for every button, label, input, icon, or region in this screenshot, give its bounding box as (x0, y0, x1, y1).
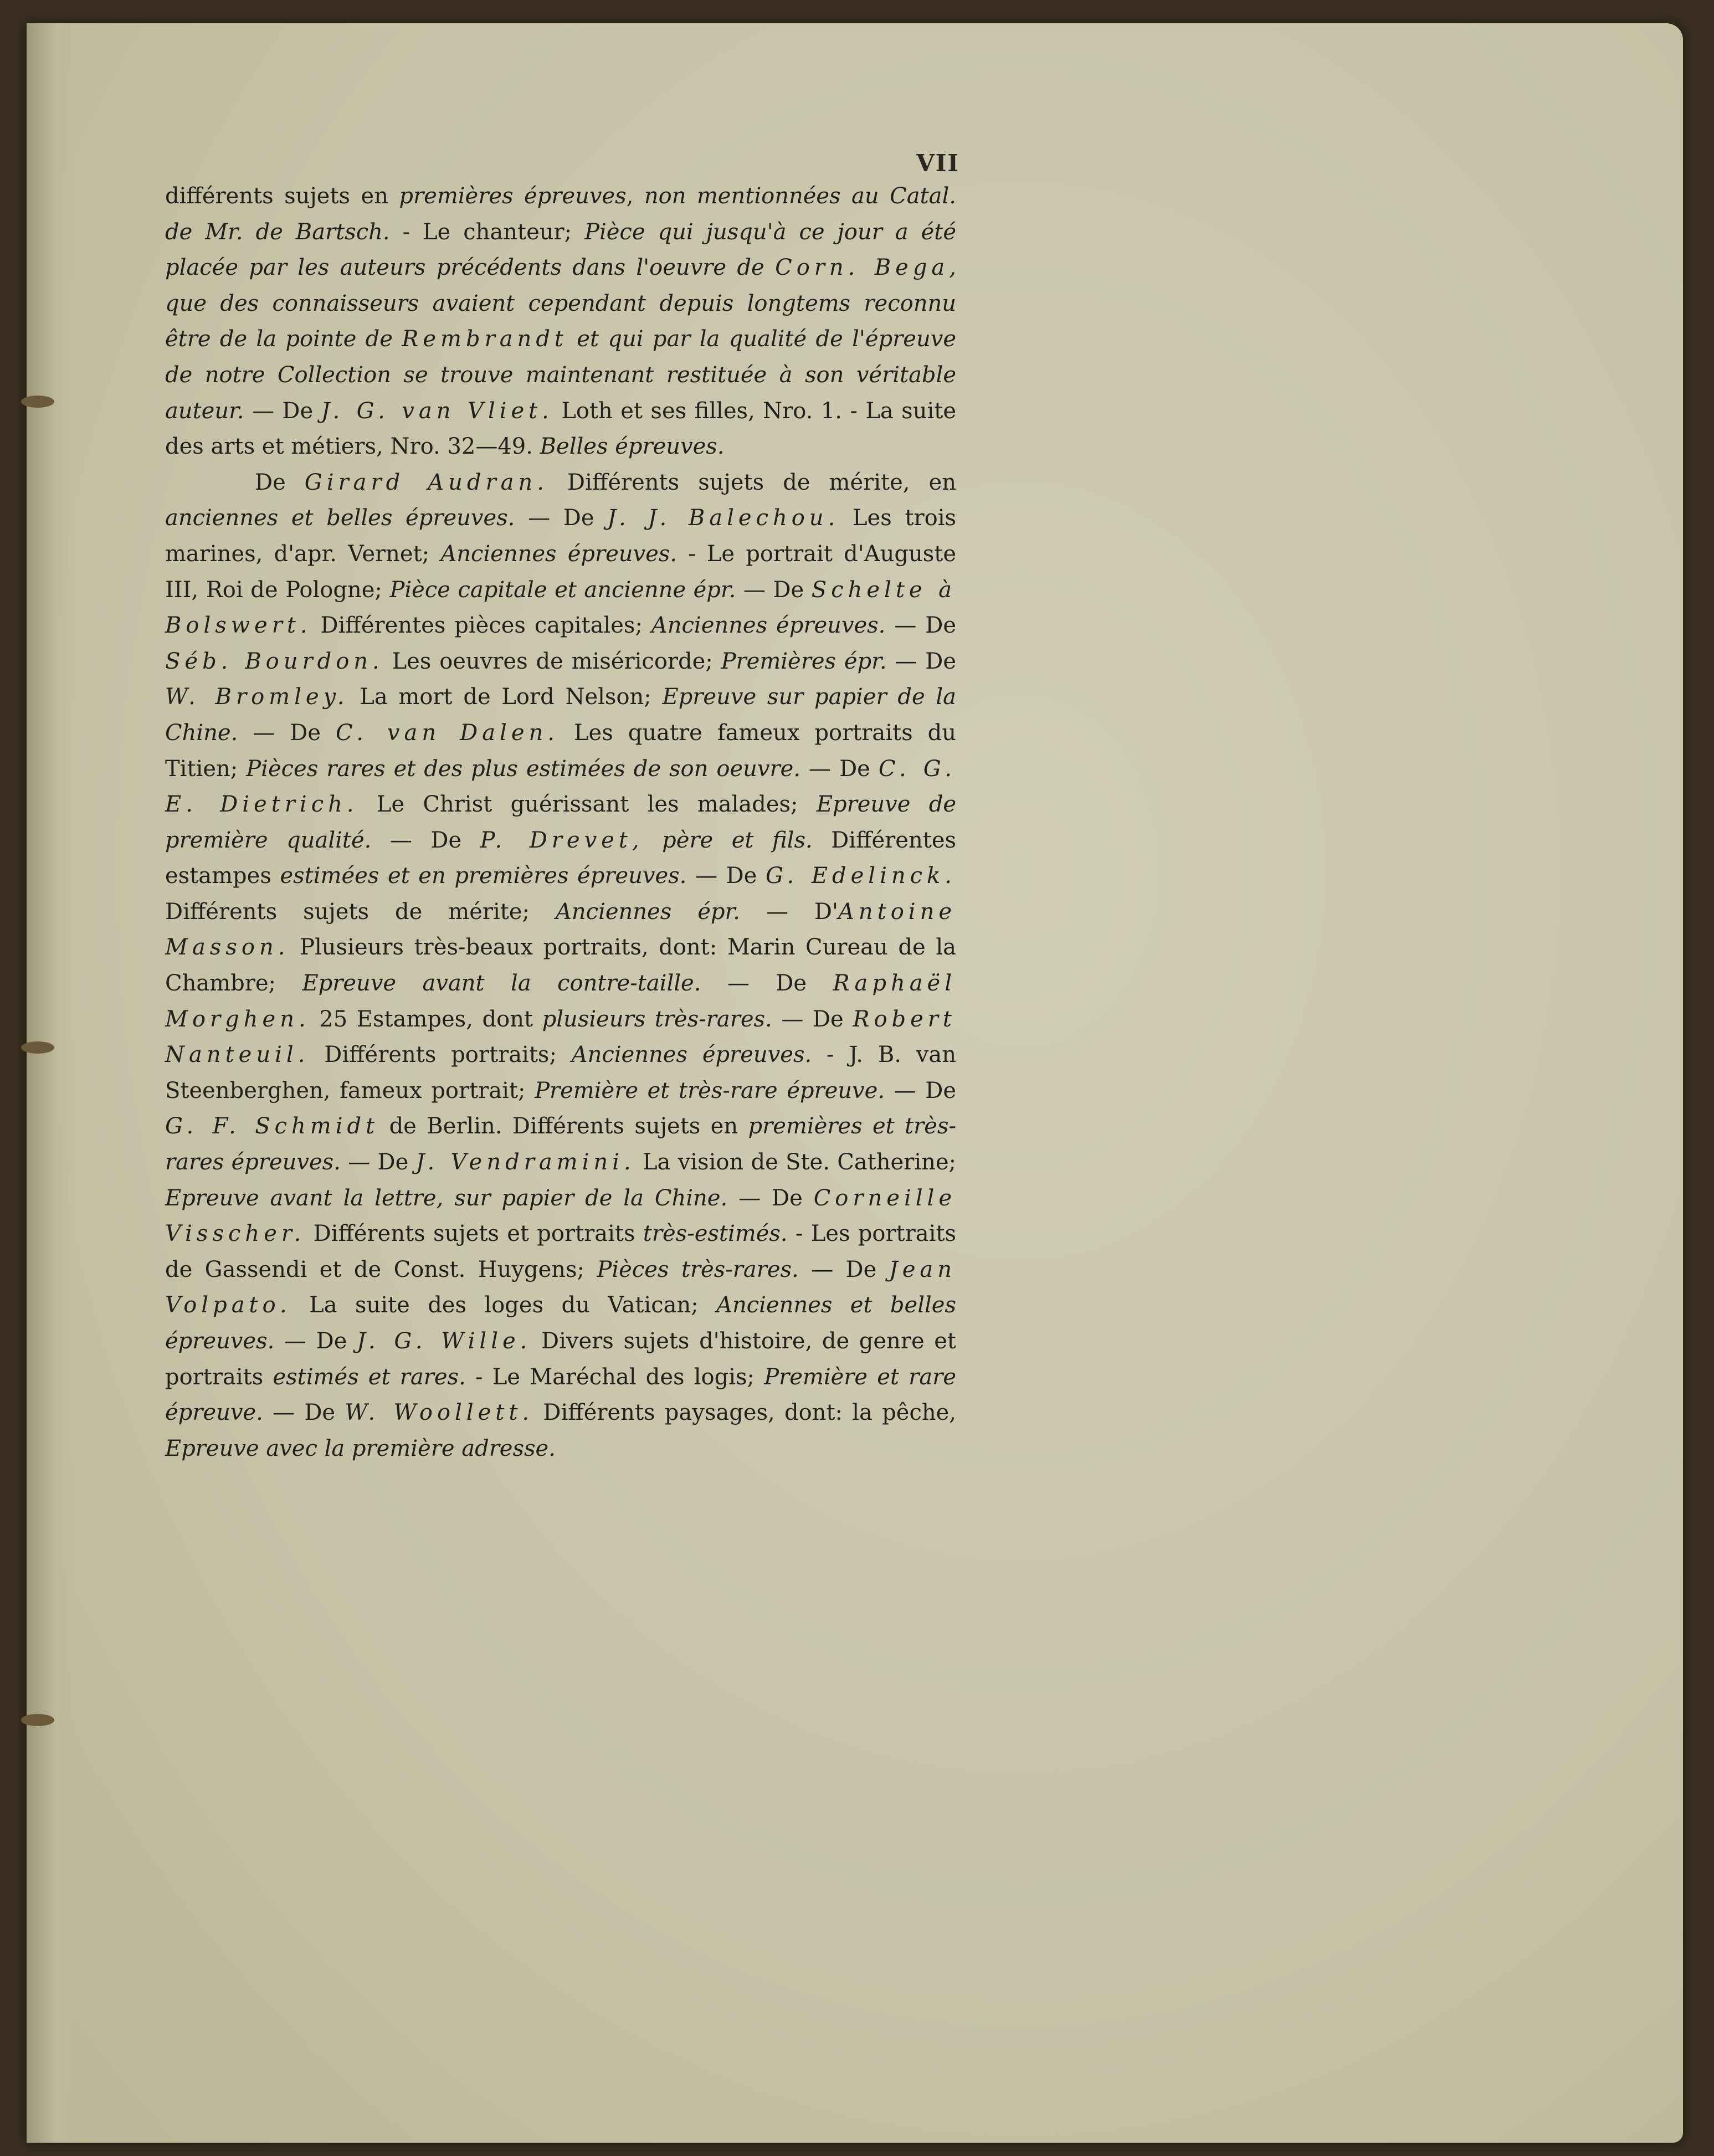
text-run: — De (244, 398, 321, 424)
text-run: 25 Estampes, dont (310, 1006, 542, 1032)
italic-phrase: Anciennes et belles épreuves. (165, 1292, 956, 1354)
text-run: — De (340, 1149, 416, 1175)
text-run: — De (885, 613, 957, 639)
text-run: La suite des loges du Vatican; (291, 1292, 717, 1318)
artist-name: Corneille Visscher. (165, 1185, 956, 1247)
text-run: — De (886, 648, 957, 674)
body-text (165, 178, 956, 1466)
artist-name: W. Bromley. (165, 684, 349, 710)
italic-phrase: Epreuve de première qualité. (165, 792, 957, 853)
italic-phrase: Anciennes épr. (556, 899, 740, 925)
artist-name: G. Edelinck. (765, 863, 956, 889)
text-run: — De (515, 505, 608, 531)
text-run: Les trois marines, d'apr. Vernet; (165, 505, 957, 567)
text-run: — D' (740, 899, 838, 925)
text-run: Différents sujets et portraits (305, 1221, 643, 1247)
italic-phrase: Premières épr. (721, 648, 887, 674)
italic-phrase: Pièces rares et des plus estimées de son oeuvre. (246, 756, 801, 782)
italic-phrase: estimés et rares. (273, 1364, 466, 1390)
binding-stitch (21, 396, 54, 408)
italic-phrase: Première et très-rare épreuve. (535, 1077, 885, 1103)
text-run: — De (274, 1328, 357, 1354)
artist-name: Girard Audran. (304, 469, 548, 495)
artist-name: Antoine Masson. (165, 899, 957, 961)
artist-name: W. Woollett. (345, 1400, 534, 1426)
artist-name: C. van Dalen. (336, 720, 559, 746)
artist-name: J. G. Wille. (357, 1328, 532, 1354)
text-run: Les quatre fameux portraits du Titien; (165, 720, 957, 782)
italic-phrase: Epreuve sur papier de la Chine. (165, 684, 957, 746)
page-gutter (27, 23, 76, 2143)
text-run: — De (800, 756, 879, 782)
text-run: — De (727, 1185, 814, 1211)
text-run: - Le Maréchal des logis; (465, 1364, 764, 1390)
text-run: — De (238, 720, 336, 746)
artist-name: J. J. Balechou. (607, 505, 840, 531)
text-run: Le Christ guérissant les malades; (358, 792, 817, 818)
paragraph (165, 465, 956, 1467)
italic-phrase: anciennes et belles épreuves. (165, 505, 515, 531)
text-run: De (255, 469, 305, 495)
italic-phrase: père et fils. (643, 827, 813, 853)
text-run: différents sujets en (165, 183, 399, 209)
text-run: Divers sujets d'histoire, de genre et portraits (165, 1328, 957, 1390)
italic-phrase: Pièce capitale et ancienne épr. (389, 577, 736, 603)
text-run: Différents paysages, dont: la pêche, (533, 1400, 957, 1426)
text-run: La mort de Lord Nelson; (348, 684, 663, 710)
text-run: — De (885, 1077, 956, 1103)
italic-phrase: Belles épreuves. (540, 434, 725, 460)
text-run: - Le portrait d'Auguste III, Roi de Pologne; (165, 541, 957, 603)
artist-name: J. G. van Vliet. (321, 398, 553, 424)
binding-stitch (21, 1041, 54, 1054)
text-run: Différentes estampes (165, 827, 957, 889)
italic-phrase: premières et très-rares épreuves. (165, 1113, 956, 1175)
text-run: — De (701, 971, 833, 997)
italic-phrase: estimées et en premières épreuves. (280, 863, 687, 889)
page-number: VII (916, 150, 959, 177)
italic-phrase: plusieurs très-rares. (542, 1006, 772, 1032)
artist-name: P. Drevet, (480, 827, 644, 853)
italic-phrase: , que des connaisseurs avaient cependant depuis longtems reconnu être de la pointe de (165, 255, 956, 352)
italic-phrase: Anciennes épreuves. (571, 1042, 812, 1068)
artist-name: G. F. Schmidt (165, 1113, 379, 1139)
text-run: La vision de Ste. Catherine; (635, 1149, 957, 1175)
artist-name: Rembrandt (402, 326, 568, 352)
text-run: — De (736, 577, 812, 603)
text-run: Différents sujets de mérite, en (548, 469, 956, 495)
artist-name: Schelte à Bolswert. (165, 577, 956, 639)
artist-name: Jean Volpato. (165, 1256, 957, 1318)
artist-name: Corn. Bega (775, 255, 950, 281)
artist-name: Robert Nanteuil. (165, 1006, 956, 1068)
italic-phrase: Pièces très-rares. (597, 1256, 799, 1282)
artist-name: Raphaël Morghen. (165, 971, 957, 1032)
text-run: - Le chanteur; (389, 219, 585, 245)
text-run: — De (798, 1256, 889, 1282)
text-run: Loth et ses filles, Nro. 1. - La suite des arts et métiers, Nro. 32—49. (165, 398, 957, 460)
text-run: Différents portraits; (309, 1042, 572, 1068)
text-run: — De (686, 863, 766, 889)
artist-name: Séb. Bourdon. (165, 648, 384, 674)
artist-name: C. G. E. Dietrich. (165, 756, 956, 818)
text-run: Plusieurs très-beaux portraits, dont: Marin Cureau de la Chambre; (165, 935, 956, 997)
text-run: - Les portraits de Gassendi et de Const. Huygens; (165, 1221, 956, 1282)
italic-phrase: non mentionnées au Catal. de Mr. de Bartsch. (165, 183, 956, 245)
text-run: Différentes pièces capitales; (311, 613, 651, 639)
italic-phrase: Première et rare épreuve. (165, 1364, 956, 1426)
italic-phrase: Epreuve avec la première adresse. (165, 1435, 556, 1461)
italic-phrase: premières épreuves (399, 183, 627, 209)
text-run: — De (371, 827, 480, 853)
italic-phrase: très-estimés. (643, 1221, 788, 1247)
text-run: — De (772, 1006, 853, 1032)
paragraph (165, 178, 956, 465)
italic-phrase: Pièce qui jusqu'à ce jour a été placée par les auteurs précédents dans l'oeuvre de (165, 219, 956, 281)
text-run: , (626, 183, 644, 209)
italic-phrase: Anciennes épreuves. (651, 613, 886, 639)
text-run: de Berlin. Différents sujets en (379, 1113, 748, 1139)
artist-name: J. Vendramini. (415, 1149, 635, 1175)
text-run: Les oeuvres de miséricorde; (383, 648, 721, 674)
italic-phrase: Epreuve avant la lettre, sur papier de la Chine. (165, 1185, 728, 1211)
italic-phrase: et qui par la qualité de l'épreuve de notre Collection se trouve maintenant restituée à son véritable auteur. (165, 326, 956, 424)
text-run: — De (263, 1400, 345, 1426)
italic-phrase: Epreuve avant la contre-taille. (302, 971, 701, 997)
text-run: Différents sujets de mérite; (165, 899, 556, 925)
binding-stitch (21, 1714, 54, 1726)
italic-phrase: Anciennes épreuves. (440, 541, 678, 567)
text-run: - J. B. van Steenberghen, fameux portrait; (165, 1042, 956, 1103)
